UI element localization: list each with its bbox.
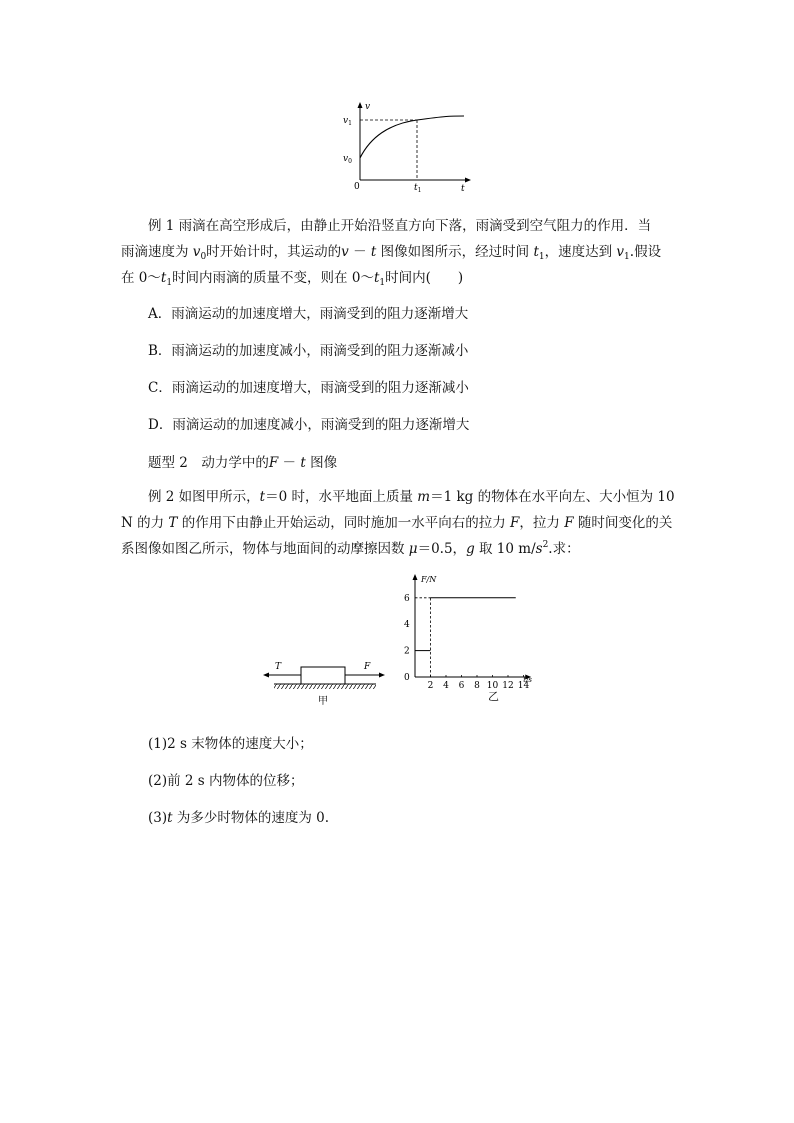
ft-y-tick-label: 2	[404, 646, 410, 657]
section-heading: 题型 2 动力学中的F － t 图像	[148, 455, 338, 471]
ft-y-arrow	[413, 574, 418, 580]
vt-v1-label: $v_1$	[343, 116, 352, 127]
ft-x-tick-label: 12	[502, 681, 514, 691]
caption-yi: 乙	[488, 690, 499, 703]
ft-x-tick-label: 6	[458, 681, 465, 691]
figure-yi-chart	[395, 572, 570, 691]
ft-y-tick-label: 4	[404, 620, 410, 631]
vt-graph	[340, 100, 475, 195]
arrow-F-head	[379, 673, 385, 678]
arrow-T-head	[263, 673, 269, 678]
question-1: (1)2 s 末物体的速度大小；	[148, 736, 313, 752]
vt-x-label: t	[461, 184, 465, 194]
example2-line3: 系图像如图乙所示，物体与地面间的动摩擦因数 μ＝0.5，g 取 10 $m/s^2$.求：	[121, 540, 580, 557]
example1-line1: 例 1 雨滴在高空形成后，由静止开始沿竖直方向下落，雨滴受到空气阻力的作用．当	[148, 218, 652, 234]
ground-hatch	[274, 684, 376, 689]
vt-v0-label: $v_0$	[343, 154, 352, 165]
option-b: B．雨滴运动的加速度减小，雨滴受到的阻力逐渐减小	[148, 343, 469, 359]
example1-line2: 雨滴速度为 $v_0$时开始计时，其运动的v － t 图像如图所示，经过时间 $t_1$，速度达到 $v_1$.假设	[121, 244, 662, 262]
question-2: (2)前 2 s 内物体的位移；	[148, 773, 304, 789]
vt-origin-label: 0	[354, 182, 360, 192]
ft-x-tick-label: 14	[517, 681, 530, 691]
ft-x-tick-label: 10	[486, 681, 499, 691]
vt-t1-label: $t_1$	[414, 183, 422, 194]
block	[301, 667, 345, 684]
ft-x-tick-label: 4	[443, 681, 449, 691]
option-d: D．雨滴运动的加速度减小，雨滴受到的阻力逐渐增大	[148, 417, 470, 433]
ft-x-tick-label: 2	[427, 681, 434, 691]
caption-jia: 甲	[318, 696, 328, 707]
vt-curve	[360, 116, 464, 158]
option-a: A．雨滴运动的加速度增大，雨滴受到的阻力逐渐增大	[148, 306, 469, 322]
vt-y-arrow	[358, 102, 363, 108]
vt-y-label: v	[365, 102, 371, 112]
example2-line2: N 的力 T 的作用下由静止开始运动，同时施加一水平向右的拉力 F，拉力 F 随时间变化的关	[121, 515, 673, 531]
example2-line1: 例 2 如图甲所示，t＝0 时，水平地面上质量 m＝1 kg 的物体在水平向左、大小恒为 10	[148, 489, 675, 505]
label-T: T	[275, 662, 282, 672]
question-3: (3)t 为多少时物体的速度为 0.	[148, 810, 330, 826]
figure-jia	[260, 655, 390, 710]
ft-x-label: t/s	[523, 676, 533, 684]
ft-x-tick-label: 8	[474, 681, 480, 691]
label-F: F	[364, 662, 371, 672]
ft-y-label: F/N	[421, 575, 437, 584]
option-c: C．雨滴运动的加速度增大，雨滴受到的阻力逐渐减小	[148, 380, 469, 396]
ft-y-tick-label: 6	[404, 593, 410, 604]
ft-y-tick-label: 0	[404, 673, 410, 683]
vt-x-arrow	[465, 178, 471, 183]
example1-line3: 在 $0\sim t_1$时间内雨滴的质量不变，则在 $0\sim t_1$时间内( )	[121, 270, 464, 288]
